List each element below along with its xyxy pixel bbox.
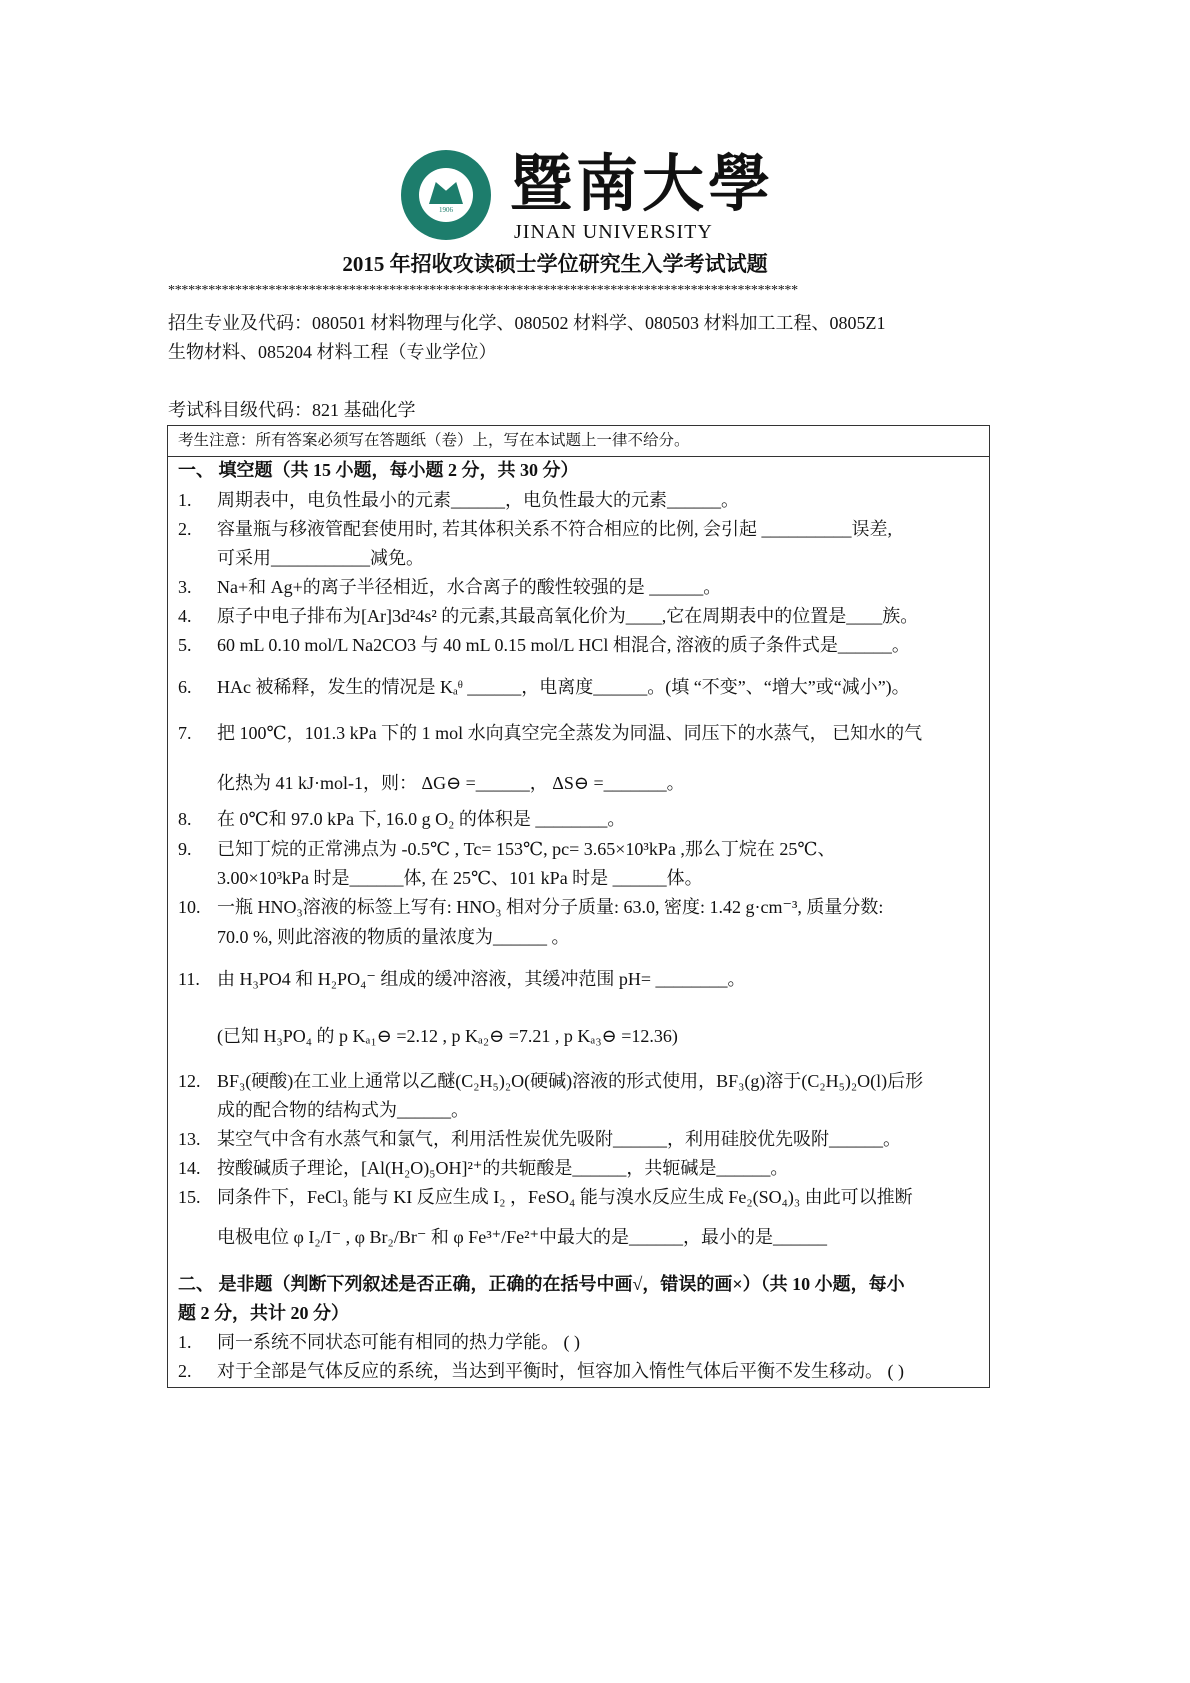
question-text: 把 100℃，101.3 kPa 下的 1 mol 水向真空完全蒸发为同温、同压下的水蒸气， 已知水的气 — [217, 723, 923, 743]
major-codes-line-1: 招生专业及代码：080501 材料物理与化学、080502 材料学、080503 材料加工工程、0805Z1 — [168, 313, 886, 333]
notice-divider — [167, 456, 990, 457]
question-number: 3. — [178, 577, 192, 597]
question-text: 化热为 41 kJ·mol-1，则： ΔG⊖ =______， ΔS⊖ =_______。 — [217, 773, 685, 793]
major-codes-line-2: 生物材料、085204 材料工程（专业学位） — [168, 342, 497, 362]
question-text: 70.0 %, 则此溶液的物质的量浓度为______ 。 — [217, 927, 570, 947]
question-number: 6. — [178, 677, 192, 697]
question-text: 电极电位 φ I₂/I⁻ , φ Br₂/Br⁻ 和 φ Fe³⁺/Fe²⁺中最大的是______，最小的是______ — [217, 1227, 828, 1247]
logo-english-name: JINAN UNIVERSITY — [514, 221, 713, 243]
question-text: 已知丁烷的正常沸点为 -0.5℃ , Tc= 153℃, pc= 3.65×10³kPa ,那么丁烷在 25℃、 — [217, 839, 836, 859]
question-text: 在 0℃和 97.0 kPa 下, 16.0 g O₂ 的体积是 ________。 — [217, 809, 626, 829]
question-text: 原子中电子排布为[Ar]3d²4s² 的元素,其最高氧化价为____,它在周期表中的位置是____族。 — [217, 606, 919, 626]
question-number: 5. — [178, 635, 192, 655]
question-text: 同一系统不同状态可能有相同的热力学能。 ( ) — [217, 1332, 580, 1352]
question-number: 15. — [178, 1187, 201, 1207]
question-text: BF₃(硬酸)在工业上通常以乙醚(C₂H₅)₂O(硬碱)溶液的形式使用，BF₃(g)溶于(C₂H₅)₂O(l)后形 — [217, 1071, 924, 1091]
question-text: 按酸碱质子理论，[Al(H₂O)₅OH]²⁺的共轭酸是______，共轭碱是______。 — [217, 1158, 789, 1178]
question-text: 3.00×10³kPa 时是______体, 在 25℃、101 kPa 时是 ______体。 — [217, 868, 703, 888]
question-number: 4. — [178, 606, 192, 626]
candidate-notice: 考生注意：所有答案必须写在答题纸（卷）上，写在本试题上一律不给分。 — [178, 432, 690, 449]
section-heading: 题 2 分，共计 20 分） — [178, 1303, 349, 1323]
question-text: 某空气中含有水蒸气和氯气，利用活性炭优先吸附______，利用硅胶优先吸附______。 — [217, 1129, 901, 1149]
question-text: 一瓶 HNO₃溶液的标签上写有: HNO₃ 相对分子质量: 63.0, 密度: 1.42 g·cm⁻³, 质量分数: — [217, 897, 884, 917]
question-text: HAc 被稀释，发生的情况是 Kₐᶿ ______，电离度______。(填 “不变”、“增大”或“减小”)。 — [217, 677, 910, 697]
question-number: 9. — [178, 839, 192, 859]
question-number: 8. — [178, 809, 192, 829]
question-text: (已知 H₃PO₄ 的 p Kₐ₁⊖ =2.12 , p Kₐ₂⊖ =7.21 , p Kₐ₃⊖ =12.36) — [217, 1026, 678, 1046]
question-text: 周期表中，电负性最小的元素______，电负性最大的元素______。 — [217, 490, 739, 510]
university-seal-icon: 1906 — [401, 150, 491, 240]
question-text: 对于全部是气体反应的系统，当达到平衡时，恒容加入惰性气体后平衡不发生移动。 ( ) — [217, 1361, 904, 1381]
question-number: 1. — [178, 1332, 192, 1352]
exam-title: 2015 年招收攻读硕士学位研究生入学考试试题 — [342, 252, 768, 276]
section-heading: 一、 填空题（共 15 小题，每小题 2 分，共 30 分） — [178, 460, 579, 480]
question-text: Na+和 Ag+的离子半径相近，水合离子的酸性较强的是 ______。 — [217, 577, 722, 597]
logo-chinese-name: 暨南大學 — [510, 147, 775, 220]
question-number: 14. — [178, 1158, 201, 1178]
question-text: 可采用___________减免。 — [217, 548, 424, 568]
question-number: 1. — [178, 490, 192, 510]
question-number: 2. — [178, 1361, 192, 1381]
question-text: 由 H₃PO4 和 H₂PO₄⁻ 组成的缓冲溶液，其缓冲范围 pH= ________。 — [217, 969, 746, 989]
question-text: 同条件下，FeCl₃ 能与 KI 反应生成 I₂ ，FeSO₄ 能与溴水反应生成 Fe₂(SO₄)₃ 由此可以推断 — [217, 1187, 913, 1207]
question-text: 60 mL 0.10 mol/L Na2CO3 与 40 mL 0.15 mol/L HCl 相混合, 溶液的质子条件式是______。 — [217, 635, 910, 655]
question-number: 11. — [178, 969, 200, 989]
question-number: 12. — [178, 1071, 201, 1091]
question-text: 成的配合物的结构式为______。 — [217, 1100, 469, 1120]
question-number: 7. — [178, 723, 192, 743]
question-number: 10. — [178, 897, 201, 917]
section-heading: 二、 是非题（判断下列叙述是否正确，正确的在括号中画√，错误的画×）（共 10 小题，每小 — [178, 1274, 905, 1294]
question-number: 2. — [178, 519, 192, 539]
subject-code: 考试科目级代码：821 基础化学 — [168, 400, 416, 420]
star-divider: ********************************************************************************************** — [168, 283, 798, 298]
question-text: 容量瓶与移液管配套使用时, 若其体积关系不符合相应的比例, 会引起 __________误差, — [217, 519, 892, 539]
question-number: 13. — [178, 1129, 201, 1149]
